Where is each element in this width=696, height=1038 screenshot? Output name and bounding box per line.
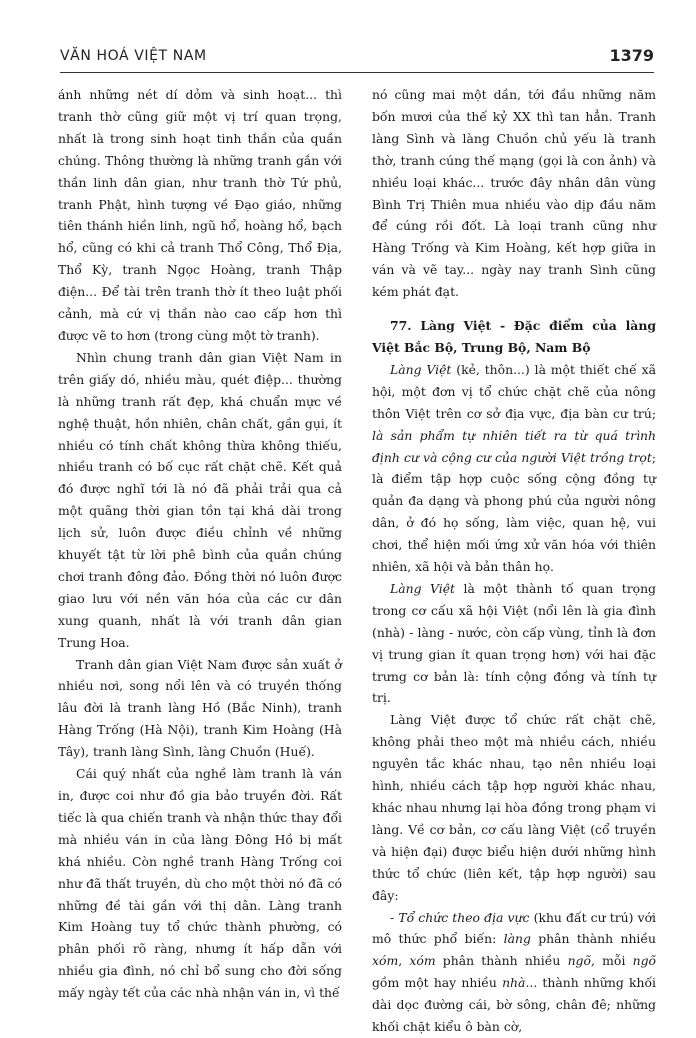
text: (khu đất cư trú) với mô thức phổ biến: <box>372 909 656 947</box>
paragraph <box>372 359 656 578</box>
italic-text: xóm <box>372 953 399 969</box>
italic-text: xóm <box>409 953 436 969</box>
italic-text: Làng Việt <box>390 361 452 377</box>
right-column <box>372 84 656 1038</box>
text: - <box>390 909 399 925</box>
header-rule <box>60 72 654 73</box>
paragraph: Nhìn chung tranh dân gian Việt Nam in trên giấy dó, nhiều màu, quét điệp... thường là những tranh rất đẹp, khá chuẩn mực về nghệ thuật, hồn nhiên, chân chất, gần gụi, ít nhiều có tính chất không thừa không thiếu, nhiều tranh có bố cục rất chặt chẽ. Kết quả đó được nghĩ tới là nó đã phải trải qua cả một quãng thời gian tồn tại khá dài trong lịch sử, luôn được điều chỉnh về những khuyết tật từ lời phê bình của quần chúng chơi tranh đông đảo. Đồng thời nó luôn được giao lưu với nền văn hóa của các cư dân xung quanh, nhất là với tranh dân gian Trung Hoa. <box>58 349 342 650</box>
paragraph <box>372 907 656 1038</box>
italic-text: Làng Việt <box>390 580 456 596</box>
text: phân thành nhiều <box>435 953 568 969</box>
text: , mỗi <box>590 953 633 969</box>
italic-text: Tổ chức theo địa vực <box>398 909 530 925</box>
text: (kẻ, thôn...) là một thiết chế xã hội, một đơn vị tổ chức chặt chẽ của nông thôn Việt trên cơ sở địa vực, địa bàn cư trú; <box>372 361 656 421</box>
header-title: VĂN HOÁ VIỆT NAM <box>60 48 207 64</box>
paragraph: ánh những nét dí dỏm và sinh hoạt... thì tranh thờ cũng giữ một vị trí quan trọng, nhất là trong sinh hoạt tinh thần của quần chúng. Thông thường là những tranh gắn với thần linh dân gian, như tranh thờ Tứ phủ, tranh Phật, hình tượng về Đạo giáo, những tiên thánh hiền linh, ngũ hổ, hoàng hổ, bạch hổ, cũng có khi cả tranh Thổ Công, Thổ Địa, Thổ Kỳ, tranh Ngọc Hoàng, tranh Thập điện... Để tài trên tranh thờ ít theo luật phối cảnh, mà cứ vị thần nào cao cấp hơn thì được vẽ to hơn (trong cùng một tờ tranh). <box>58 87 342 343</box>
section-heading: 77. Làng Việt - Đặc điểm của làng Việt Bắc Bộ, Trung Bộ, Nam Bộ <box>372 318 656 355</box>
italic-text: làng <box>503 931 531 947</box>
paragraph: nó cũng mai một dần, tới đầu những năm bốn mươi của thế kỷ XX thì tan hẳn. Tranh làng Sình và làng Chuồn chủ yếu là tranh thờ, tranh cúng thế mạng (gọi là con ảnh) và nhiều loại khác... trước đây nhân dân vùng Bình Trị Thiên mua nhiều vào dịp đầu năm để cúng rồi đốt. Là loại tranh cũng như Hàng Trống và Kim Hoàng, kết hợp giữa in ván và vẽ tay... ngày nay tranh Sình cũng kém phát đạt. <box>372 87 656 300</box>
left-column <box>58 84 342 1004</box>
paragraph: Tranh dân gian Việt Nam được sản xuất ở nhiều nơi, song nổi lên và có truyền thống lâu đời là tranh làng Hồ (Bắc Ninh), tranh Hàng Trống (Hà Nội), tranh Kim Hoàng (Hà Tây), tranh làng Sình, làng Chuồn (Huế). <box>58 656 342 760</box>
running-header <box>60 44 654 74</box>
paragraph: Làng Việt được tổ chức rất chặt chẽ, không phải theo một mà nhiều cách, nhiều nguyên tắc khác nhau, tạo nên nhiều loại hình, nhiều cách tập hợp người khác nhau, khác nhau nhưng lại hòa đồng trong phạm vi làng. Về cơ bản, cơ cấu làng Việt (cổ truyền và hiện đại) được biểu hiện dưới những hình thức tổ chức (liên kết, tập hợp người) sau đây: <box>372 712 656 903</box>
text: phân thành nhiều <box>530 931 656 947</box>
text: ; là điểm tập hợp cuộc sống cộng đồng tự quản đa dạng và phong phú của người nông dân, ở đó họ sống, làm việc, quan hệ, vui chơi, thể hiện mối ứng xử văn hóa với thiên nhiên, xã hội và bản thân họ. <box>372 449 656 575</box>
italic-text: ngõ <box>632 953 656 969</box>
italic-text: là sản phẩm tự nhiên tiết ra từ quá trình định cư và cộng cư của người Việt trồng trọt <box>372 427 656 465</box>
text: ... thành những khối dài dọc đường cái, bờ sông, chân đê; những khối chặt kiểu ô bàn cờ, <box>372 975 656 1035</box>
page-number: 1379 <box>609 46 654 65</box>
italic-text: nhà <box>502 975 526 991</box>
paragraph: Cái quý nhất của nghề làm tranh là ván in, được coi như đồ gia bảo truyền đời. Rất tiếc là qua chiến tranh và nhận thức thay đổi mà nhiều ván in của làng Đông Hồ bị mất khá nhiều. Còn nghề tranh Hàng Trống coi như đã thất truyền, dù cho một thời nó đã có những đề tài gần với thị dân. Làng tranh Kim Hoàng tuy tổ chức thành phường, có phân phối rõ ràng, nhưng ít hấp dẫn với nhiều gia đình, nó chỉ bổ sung cho đời sống mấy ngày tết của các nhà nhận ván in, vì thế <box>58 766 342 1001</box>
text: là một thành tố quan trọng trong cơ cấu xã hội Việt (nổi lên là gia đình (nhà) - làng - nước, còn cấp vùng, tỉnh là đơn vị trung gian ít quan trọng hơn) với hai đặc trưng cơ bản là: tính cộng đồng và tính tự trị. <box>372 580 656 706</box>
paragraph <box>372 578 656 709</box>
italic-text: ngõ <box>567 953 591 969</box>
text: , <box>398 953 410 969</box>
text: gồm một hay nhiều <box>372 975 503 991</box>
